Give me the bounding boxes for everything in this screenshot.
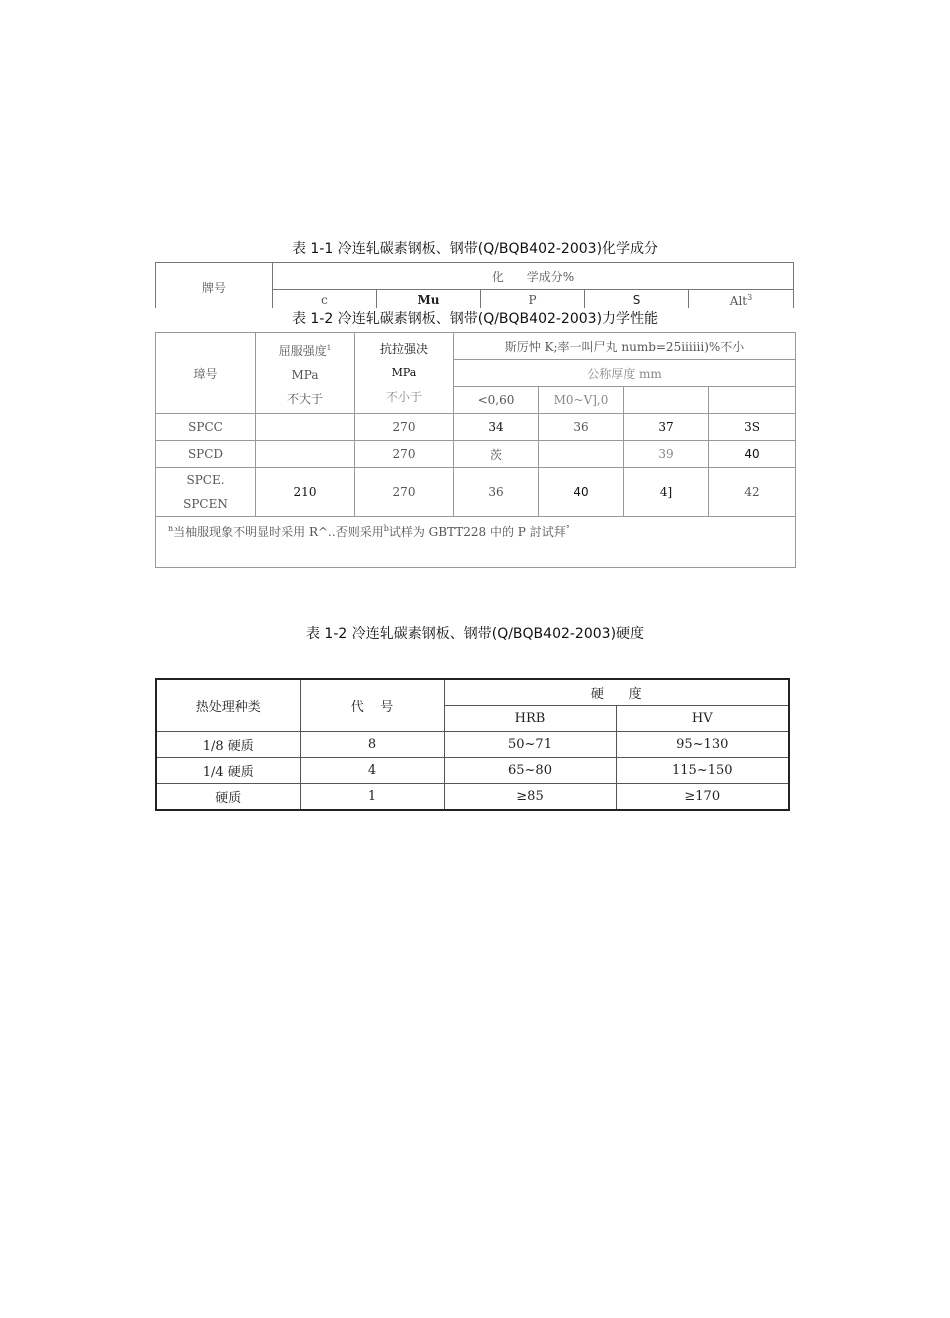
elong-cell-2: [539, 441, 624, 468]
elong-cell-3: 4]: [624, 468, 709, 517]
note-prefix: n: [168, 524, 174, 533]
code-cell: 1: [300, 784, 444, 811]
yield-unit: MPa: [291, 367, 319, 382]
col-s: S: [585, 290, 689, 312]
mechanical-properties-table: [155, 332, 796, 568]
elong-cell-3: 39: [624, 441, 709, 468]
yield-header: [256, 333, 355, 414]
yield-limit: 不大于: [286, 391, 323, 406]
elong-cell-1: 茨: [454, 441, 539, 468]
elongation-header: 斯厉忡 K;率一叫尸丸 numb=25iiiiii)%不小: [454, 333, 796, 360]
table-row: [156, 414, 796, 441]
elong-cell-1: 34: [454, 414, 539, 441]
hardness-table: [155, 678, 790, 811]
elong-cell-2: 40: [539, 468, 624, 517]
code-header: 代 号: [300, 679, 444, 732]
table-row: [156, 784, 789, 811]
type-cell: 1/4 硬质: [156, 758, 300, 784]
hrb-header: HRB: [444, 706, 616, 732]
yield-cell: [256, 441, 355, 468]
note-end: °: [565, 524, 570, 533]
composition-header: 化 学成分%: [273, 263, 794, 290]
table-row: [156, 441, 796, 468]
col-alt-sup: 3: [747, 293, 753, 302]
hrb-cell: 50~71: [444, 732, 616, 758]
tensile-unit: MPa: [391, 366, 417, 379]
col-mu: Mu: [377, 290, 481, 312]
yield-cell: [256, 414, 355, 441]
hrb-cell: ≥85: [444, 784, 616, 811]
table3-caption: 表 1-2 冷连轧碳素钢板、钢带(Q/BQB402-2003)硬度: [305, 626, 645, 642]
code-cell: 8: [300, 732, 444, 758]
yield-label: 屈服强度: [278, 343, 327, 358]
table2-footnote: [156, 517, 796, 568]
brand-header: 牌号: [156, 263, 273, 312]
hv-header: HV: [616, 706, 789, 732]
tensile-limit: 不小于: [385, 390, 422, 404]
grade-cell: SPCC: [156, 414, 256, 441]
type-cell: 1/8 硬质: [156, 732, 300, 758]
hardness-header: 硬 度: [444, 679, 789, 706]
note-sup: b: [383, 524, 389, 533]
col-c: c: [273, 290, 377, 312]
code-cell: 4: [300, 758, 444, 784]
elong-cell-1: 36: [454, 468, 539, 517]
grade-cell: [156, 468, 256, 517]
yield-cell: 210: [256, 468, 355, 517]
grade-cell: SPCD: [156, 441, 256, 468]
elong-cell-4: 40: [709, 441, 796, 468]
tensile-cell: 270: [355, 468, 454, 517]
hv-cell: ≥170: [616, 784, 789, 811]
heat-treatment-header: 热处理种类: [156, 679, 300, 732]
elong-cell-3: 37: [624, 414, 709, 441]
table-row: [156, 732, 789, 758]
table-row: [156, 468, 796, 517]
note-text: 当柚服现象不明显时采用 R^..否则采用: [173, 525, 384, 539]
col-alt-label: Alt: [729, 294, 748, 308]
thickness-col-4: [709, 387, 796, 414]
tensile-header: [355, 333, 454, 414]
table-row: [156, 758, 789, 784]
hv-cell: 115~150: [616, 758, 789, 784]
col-p: P: [481, 290, 585, 312]
tensile-cell: 270: [355, 414, 454, 441]
hv-cell: 95~130: [616, 732, 789, 758]
elong-cell-4: 42: [709, 468, 796, 517]
thickness-header: 公称厚度 mm: [454, 360, 796, 387]
grade-header: 璋号: [156, 333, 256, 414]
grade-line-2: SPCEN: [183, 497, 228, 511]
thickness-col-1: <0,60: [454, 387, 539, 414]
type-cell: 硬质: [156, 784, 300, 811]
table1-caption: 表 1-1 冷连轧碳素钢板、钢带(Q/BQB402-2003)化学成分: [291, 241, 659, 257]
tensile-label: 抗拉强决: [379, 342, 428, 356]
tensile-cell: 270: [355, 441, 454, 468]
grade-line-1: SPCE.: [186, 473, 225, 487]
note-text-2: 试样为 GBTT228 中的 P 討试拜: [388, 525, 566, 539]
yield-sup: 1: [326, 343, 332, 352]
elong-cell-2: 36: [539, 414, 624, 441]
chemical-composition-table: [155, 262, 794, 312]
elong-cell-4: 3S: [709, 414, 796, 441]
thickness-col-3: [624, 387, 709, 414]
thickness-col-2: M0~V],0: [539, 387, 624, 414]
hrb-cell: 65~80: [444, 758, 616, 784]
table2-caption: 表 1-2 冷连轧碳素钢板、钢带(Q/BQB402-2003)力学性能: [291, 311, 659, 327]
